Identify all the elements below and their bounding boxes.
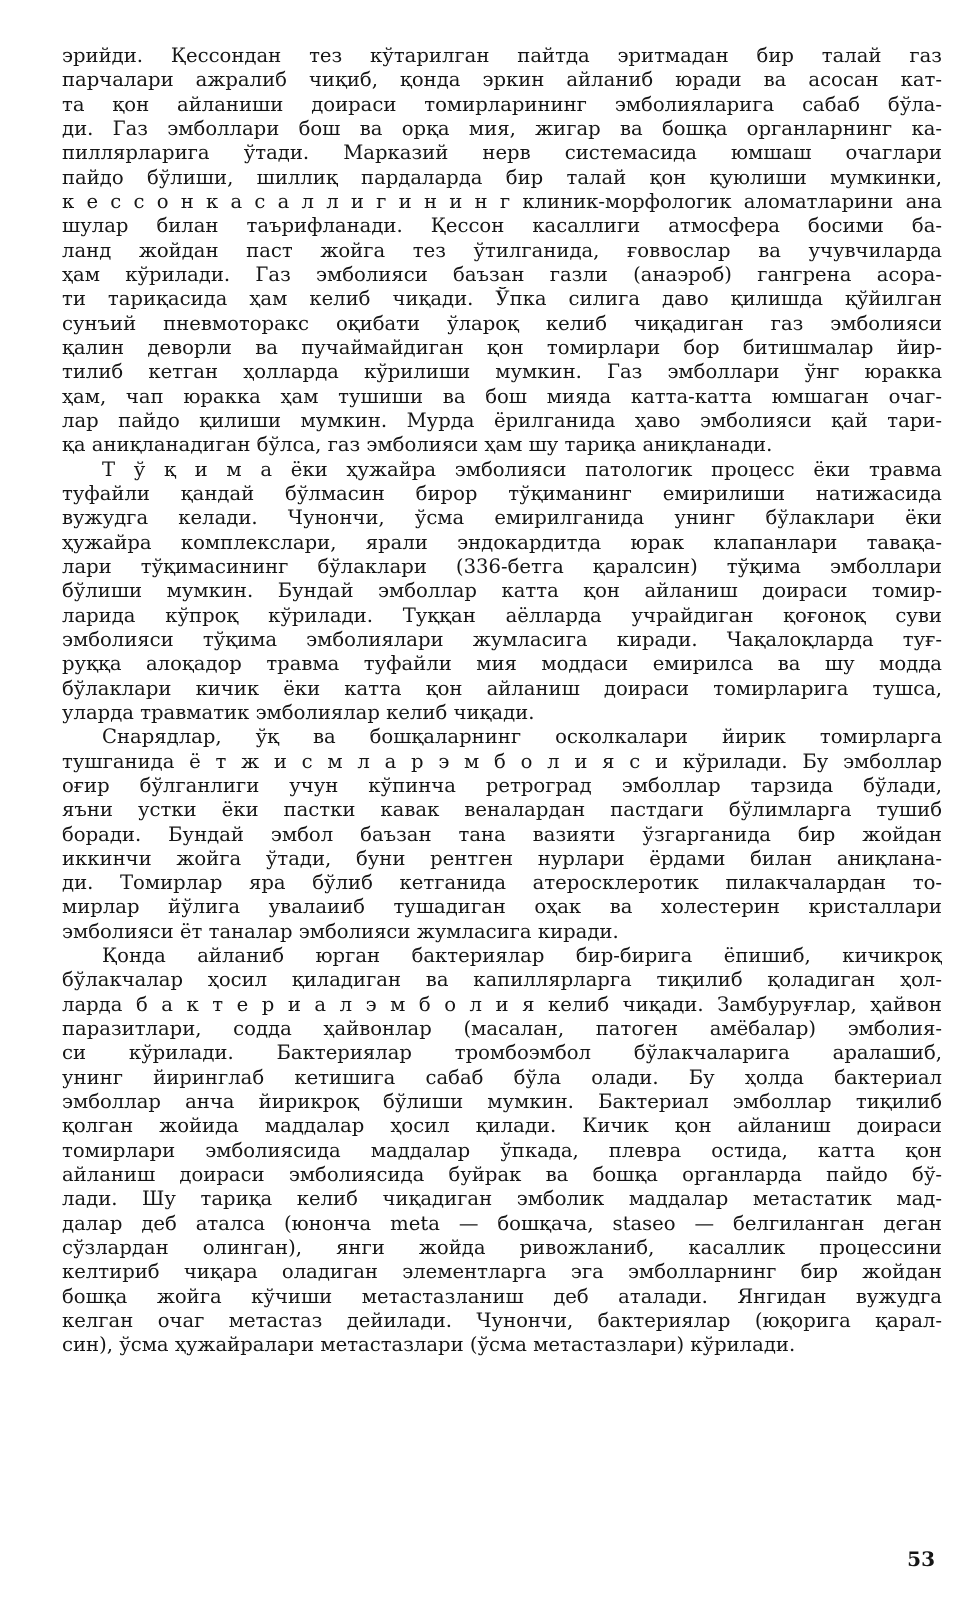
text-line: оғир бўлганлиги учун кўпинча ретроград эмболлар тарзида бўлади, [62,773,942,797]
text-line: лади. Шу тариқа келиб чиқадиган эмболик маддалар метастатик мад- [62,1187,942,1211]
text-line: эмболияси тўқима эмболиялари жумласига киради. Чақалоқларда туғ- [62,627,942,651]
text-line: ти тариқасида ҳам келиб чиқади. Ўпка силига даво қилишда қўйилган [62,287,942,311]
text-line: Т ў қ и м а ёки ҳужайра эмболияси патологик процесс ёки травма [102,457,942,481]
text-line: парчалари ажралиб чиқиб, қонда эркин айланиб юради ва асосан кат- [62,68,942,92]
text-line: лари тўқимасининг бўлаклари (336-бетга қаралсин) тўқима эмболлари [62,554,942,578]
paragraph [62,458,942,726]
text-line: уларда травматик эмболиялар келиб чиқади. [62,700,535,724]
text-line: бўлаклари кичик ёки катта қон айланиш доираси томирларига тушса, [62,676,942,700]
text-line: ҳужайра комплекслари, ярали эндокардитда юрак клапанлари тавақа- [62,530,942,554]
text-line: ҳам кўрилади. Газ эмболияси баъзан газли (анаэроб) гангрена асора- [62,262,942,286]
text-line: вужудга келади. Чунончи, ўсма емирилганида унинг бўлаклари ёки [62,506,942,530]
text-line: ланд жойдан паст жойга тез ўтилганида, ғоввослар ва учувчиларда [62,238,942,262]
text-line: ҳам, чап юракка ҳам тушиши ва бош мияда катта-катта юмшаган очаг- [62,384,942,408]
text-line: боради. Бундай эмбол баъзан тана вазияти ўзгарганида бир жойдан [62,822,942,846]
text-line: ларида кўпроқ кўрилади. Туққан аёлларда учрайдиган қоғоноқ суви [62,603,942,627]
text-line: яъни устки ёки пастки кавак веналардан пастдаги бўлимларга тушиб [62,798,942,822]
text-line: қолган жойида маддалар ҳосил қилади. Кичик қон айланиш доираси [62,1114,942,1138]
page-number: 53 [907,1547,935,1571]
text-line: келган очаг метастаз дейилади. Чунончи, бактериялар (юқорига қарал- [62,1309,942,1333]
text-line: эмболияси ёт таналар эмболияси жумласига киради. [62,919,619,943]
text-line: ларда б а к т е р и а л э м б о л и я келиб чиқади. Замбуруғлар, ҳайвон [62,992,942,1016]
text-line: та қон айланиши доираси томирларининг эмболияларига сабаб бўла- [62,92,942,116]
text-line: мирлар йўлига увалаииб тушадиган оҳак ва холестерин кристаллари [62,895,942,919]
text-line: бўлакчалар ҳосил қиладиган ва капиллярларга тиқилиб қоладиган ҳол- [62,968,942,992]
text-line: син), ўсма ҳужайралари метастазлари (ўсма метастазлари) кўрилади. [62,1333,796,1357]
text-line: пайдо бўлиши, шиллиқ пардаларда бир талай қон қуюлиши мумкинки, [62,165,942,189]
paragraph [62,725,942,944]
text-line: далар деб аталса (юнонча meta — бошқача, staseo — белгиланган деган [62,1211,942,1235]
text-line: айланиш доираси эмболиясида буйрак ва бошқа органларда пайдо бў- [62,1163,942,1187]
text-line: лар пайдо қилиши мумкин. Мурда ёрилганида ҳаво эмболияси қай тари- [62,408,942,432]
text-line: тилиб кетган ҳолларда кўрилиши мумкин. Газ эмболлари ўнг юракка [62,360,942,384]
text-line: Снарядлар, ўқ ва бошқаларнинг осколкалари йирик томирларга [102,725,942,749]
text-line: ди. Газ эмболлари бош ва орқа мия, жигар ва бошқа органларнинг ка- [62,116,942,140]
text-line: тушганида ё т ж и с м л а р э м б о л и я с и кўрилади. Бу эмболлар [62,749,942,773]
text-line: сўзлардан олинган), янги жойда ривожланиб, касаллик процессини [62,1236,942,1260]
page-body [62,44,942,1358]
text-line: к е с с о н к а с а л л и г и н и н г клиник-морфологик аломатларини ана [62,189,942,213]
paragraph [62,944,942,1358]
text-line: қа аниқланадиган бўлса, газ эмболияси ҳам шу тариқа аниқланади. [62,433,773,457]
text-line: Қонда айланиб юрган бактериялар бир-бирига ёпишиб, кичикроқ [102,944,942,968]
text-line: си кўрилади. Бактериялар тромбоэмбол бўлакчаларига аралашиб, [62,1041,942,1065]
paragraph [62,44,942,458]
text-line: унинг йиринглаб кетишига сабаб бўла олади. Бу ҳолда бактериал [62,1065,942,1089]
text-line: иккинчи жойга ўтади, буни рентген нурлари ёрдами билан аниқлана- [62,846,942,870]
text-line: руққа алоқадор травма туфайли мия моддаси емирилса ва шу модда [62,652,942,676]
text-line: туфайли қандай бўлмасин бирор тўқиманинг емирилиши натижасида [62,481,942,505]
text-line: қалин деворли ва пучаймайдиган қон томирлари бор битишмалар йир- [62,335,942,359]
text-line: келтириб чиқара оладиган элементларга эга эмболларнинг бир жойдан [62,1260,942,1284]
text-line: шулар билан таърифланади. Қессон касаллиги атмосфера босими ба- [62,214,942,238]
text-line: бўлиши мумкин. Бундай эмболлар катта қон айланиш доираси томир- [62,579,942,603]
text-block [62,44,942,1358]
text-line: пиллярларига ўтади. Марказий нерв системасида юмшаш очаглари [62,141,942,165]
text-line: паразитлари, содда ҳайвонлар (масалан, патоген амёбалар) эмболия- [62,1017,942,1041]
text-line: эрийди. Қессондан тез кўтарилган пайтда эритмадан бир талай газ [62,44,942,67]
text-line: томирлари эмболиясида маддалар ўпкада, плевра остида, катта қон [62,1138,942,1162]
text-line: ди. Томирлар яра бўлиб кетганида атеросклеротик пилакчалардан то- [62,871,942,895]
text-line: эмболлар анча йирикроқ бўлиши мумкин. Бактериал эмболлар тиқилиб [62,1090,942,1114]
text-line: сунъий пневмоторакс оқибати ўлароқ келиб чиқадиган газ эмболияси [62,311,942,335]
text-line: бошқа жойга кўчиши метастазланиш деб аталади. Янгидан вужудга [62,1284,942,1308]
